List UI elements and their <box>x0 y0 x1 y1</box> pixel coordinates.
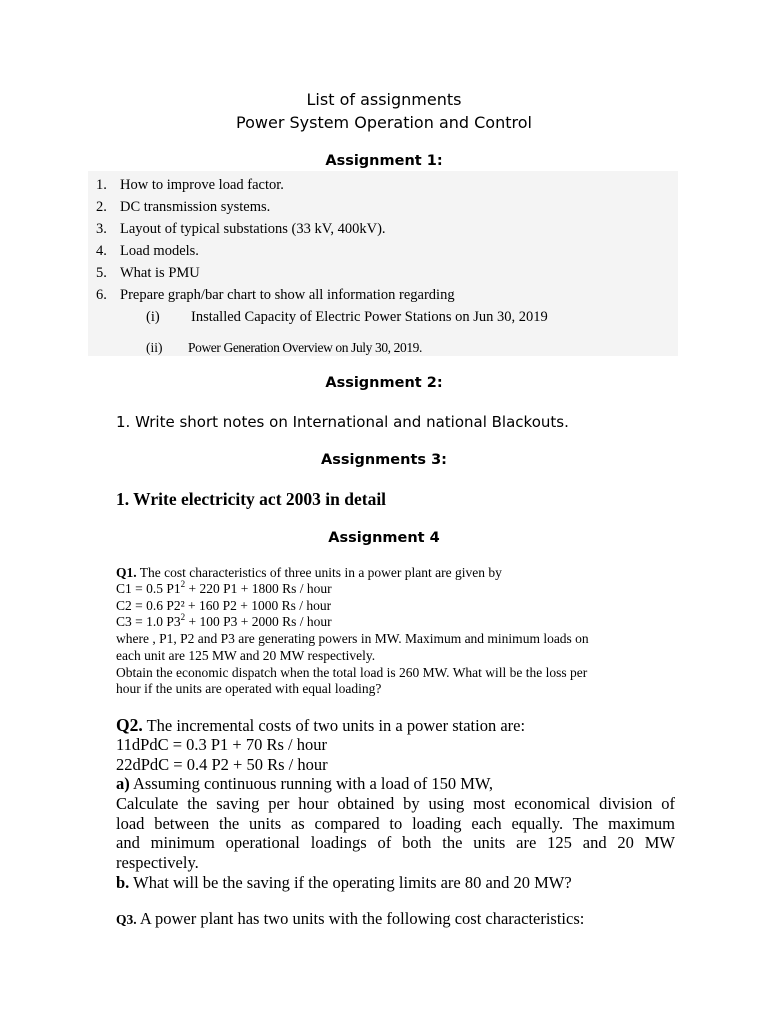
list-item-text: Layout of typical substations (33 kV, 400kV). <box>120 221 386 237</box>
list-item-number: 6. <box>96 287 107 303</box>
q2-equation-1: 11dPdC = 0.3 P1 + 70 Rs / hour <box>116 735 327 754</box>
assignment-4-heading: Assignment 4 <box>328 530 440 546</box>
list-item <box>96 265 656 285</box>
q2-equation-2: 22dPdC = 0.4 P2 + 50 Rs / hour <box>116 755 328 774</box>
list-item-text: What is PMU <box>120 265 200 281</box>
list-item-text: How to improve load factor. <box>120 177 284 193</box>
sub-list-item-text: Installed Capacity of Electric Power Stations on Jun 30, 2019 <box>191 309 548 325</box>
document-title: List of assignments <box>306 90 462 109</box>
q1-intro: Q1. The cost characteristics of three units in a power plant are given by <box>116 565 502 580</box>
list-item <box>96 287 656 307</box>
assignment-2-heading: Assignment 2: <box>325 375 443 391</box>
q1-equation-1: C1 = 0.5 $P1^2 + 220$ P1 + 1800 Rs / hour <box>116 579 332 596</box>
q2-text-line: respectively. <box>116 853 199 872</box>
list-item <box>96 221 656 241</box>
sub-list-item-text: Power Generation Overview on July 30, 2019. <box>188 340 423 355</box>
q2-text-line: load between the units as compared to loading each equally. The maximum <box>116 814 675 833</box>
q2-part-b: b. What will be the saving if the operating limits are 80 and 20 MW? <box>116 873 572 892</box>
assignment-1-heading: Assignment 1: <box>325 153 443 169</box>
q1-text-line: where , P1, P2 and P3 are generating powers in MW. Maximum and minimum loads on <box>116 631 589 646</box>
list-item <box>96 199 656 219</box>
list-item-text: DC transmission systems. <box>120 199 271 215</box>
q1-text-line: each unit are 125 MW and 20 MW respectively. <box>116 648 376 663</box>
q2-label: Q2. <box>116 715 143 735</box>
list-item-text: Prepare graph/bar chart to show all information regarding <box>120 287 455 303</box>
q1-label: Q1. <box>116 565 137 580</box>
sub-list-item-number: (ii) <box>146 340 163 355</box>
list-item <box>96 177 656 197</box>
assignment-3-heading: Assignments 3: <box>321 452 447 468</box>
list-item-number: 4. <box>96 243 107 259</box>
q2-intro: Q2. The incremental costs of two units in a power station are: <box>116 715 526 735</box>
q2-part-a: a) Assuming continuous running with a load of 150 MW, <box>116 774 494 793</box>
q3-intro: Q3. A power plant has two units with the following cost characteristics: <box>116 909 585 928</box>
assignment-3-item: 1. Write electricity act 2003 in detail <box>116 489 387 509</box>
list-item-number: 2. <box>96 199 107 215</box>
list-item-text: Load models. <box>120 243 199 259</box>
q3-label: Q3. <box>116 912 137 927</box>
q2-text-line: and minimum operational loadings of both the units are 125 and 20 MW <box>116 833 675 852</box>
list-item-number: 1. <box>96 177 107 193</box>
list-item-number: 3. <box>96 221 107 237</box>
sub-list-item <box>146 309 666 329</box>
q1-text-line: hour if the units are operated with equal loading? <box>116 681 382 696</box>
course-title: Power System Operation and Control <box>236 113 532 132</box>
sub-list-item-number: (i) <box>146 309 160 325</box>
list-item <box>96 243 656 263</box>
assignment-2-item: 1. Write short notes on International and national Blackouts. <box>116 413 569 431</box>
sub-list-item <box>146 340 666 360</box>
q1-text-line: Obtain the economic dispatch when the total load is 260 MW. What will be the loss per <box>116 665 588 680</box>
q2-text-line: Calculate the saving per hour obtained by using most economical division of <box>116 794 675 813</box>
q1-equation-3: C3 = 1.0 $P3^2 + 100$ P3 + 2000 Rs / hour <box>116 612 332 629</box>
q1-equation-2: C2 = 0.6 P2² + 160 P2 + 1000 Rs / hour <box>116 598 332 613</box>
list-item-number: 5. <box>96 265 107 281</box>
